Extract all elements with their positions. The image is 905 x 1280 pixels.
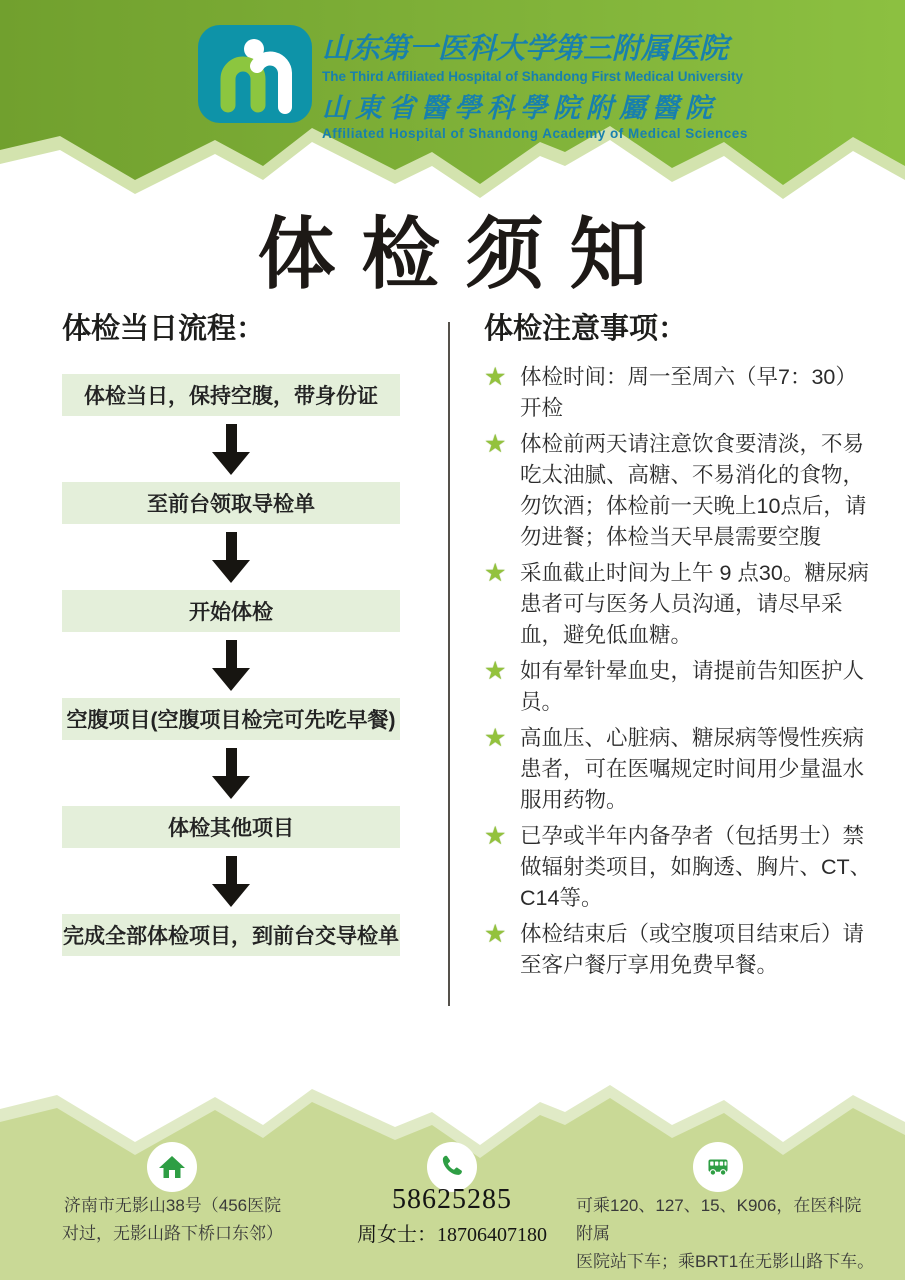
note-item	[484, 558, 876, 651]
address-line: 济南市无影山38号（456医院	[63, 1196, 282, 1215]
bus-icon	[693, 1142, 743, 1192]
address-block	[40, 1192, 305, 1248]
notes-heading: 体检注意事项：	[484, 313, 688, 345]
star-icon: ★	[484, 363, 507, 391]
flow-step: 体检当日，保持空腹，带身份证	[62, 374, 400, 416]
note-item	[484, 656, 876, 718]
hospital-logo	[198, 25, 312, 123]
arrow-down-icon	[62, 632, 400, 698]
flow-step: 开始体检	[62, 590, 400, 632]
hospital-name-en2: Affiliated Hospital of Shandong Academy of Medical Sciences	[322, 126, 748, 141]
note-text: 体检结束后（或空腹项目结束后）请至客户餐厅享用免费早餐。	[520, 922, 865, 977]
bus-line: 可乘120、127、15、K906，在医科院附属	[576, 1196, 862, 1243]
flow-heading: 体检当日流程：	[62, 313, 266, 345]
phone-contact: 周女士：18706407180	[357, 1224, 547, 1246]
note-item	[484, 821, 876, 914]
bus-directions-block	[576, 1192, 876, 1276]
star-icon: ★	[484, 657, 507, 685]
star-icon: ★	[484, 430, 507, 458]
house-icon	[147, 1142, 197, 1192]
flow-chart	[62, 374, 400, 956]
arrow-down-icon	[62, 740, 400, 806]
hospital-name-cn: 山东第一医科大学第三附属医院	[322, 33, 729, 65]
footer	[0, 1080, 905, 1280]
note-text: 如有晕针晕血史，请提前告知医护人员。	[520, 659, 865, 714]
note-item	[484, 723, 876, 816]
bus-line: 医院站下车；乘BRT1在无影山路下车。	[576, 1252, 875, 1271]
notes-list	[484, 362, 876, 986]
flow-step: 完成全部体检项目，到前台交导检单	[62, 914, 400, 956]
column-divider	[448, 322, 450, 1006]
note-item	[484, 429, 876, 553]
star-icon: ★	[484, 920, 507, 948]
phone-number-main: 58625285	[392, 1184, 512, 1215]
star-icon: ★	[484, 559, 507, 587]
flow-step: 空腹项目(空腹项目检完可先吃早餐)	[62, 698, 400, 740]
note-text: 已孕或半年内备孕者（包括男士）禁做辐射类项目，如胸透、胸片、CT、C14等。	[520, 824, 872, 910]
note-text: 高血压、心脏病、糖尿病等慢性疾病患者，可在医嘱规定时间用少量温水服用药物。	[520, 726, 865, 812]
note-item	[484, 362, 876, 424]
flow-step: 体检其他项目	[62, 806, 400, 848]
arrow-down-icon	[62, 416, 400, 482]
note-text: 体检时间：周一至周六（早7：30）开检	[520, 365, 857, 420]
arrow-down-icon	[62, 524, 400, 590]
hospital-logo-mark	[198, 25, 312, 123]
arrow-down-icon	[62, 848, 400, 914]
note-item	[484, 919, 876, 981]
address-line: 对过，无影山路下桥口东邻）	[62, 1224, 283, 1243]
hospital-name-cn-traditional: 山東省醫學科學院附屬醫院	[322, 93, 718, 123]
page-title: 体检须知	[257, 210, 674, 298]
flow-step: 至前台领取导检单	[62, 482, 400, 524]
note-text: 体检前两天请注意饮食要清淡，不易吃太油腻、高糖、不易消化的食物，勿饮酒；体检前一天晚上10点后，请勿进餐；体检当天早晨需要空腹	[520, 432, 867, 549]
note-text: 采血截止时间为上午 9 点30。糖尿病患者可与医务人员沟通，请尽早采血，避免低血糖。	[520, 561, 869, 647]
hospital-name-en: The Third Affiliated Hospital of Shandong First Medical University	[322, 69, 744, 84]
star-icon: ★	[484, 822, 507, 850]
hospital-name-block	[322, 26, 882, 141]
star-icon: ★	[484, 724, 507, 752]
